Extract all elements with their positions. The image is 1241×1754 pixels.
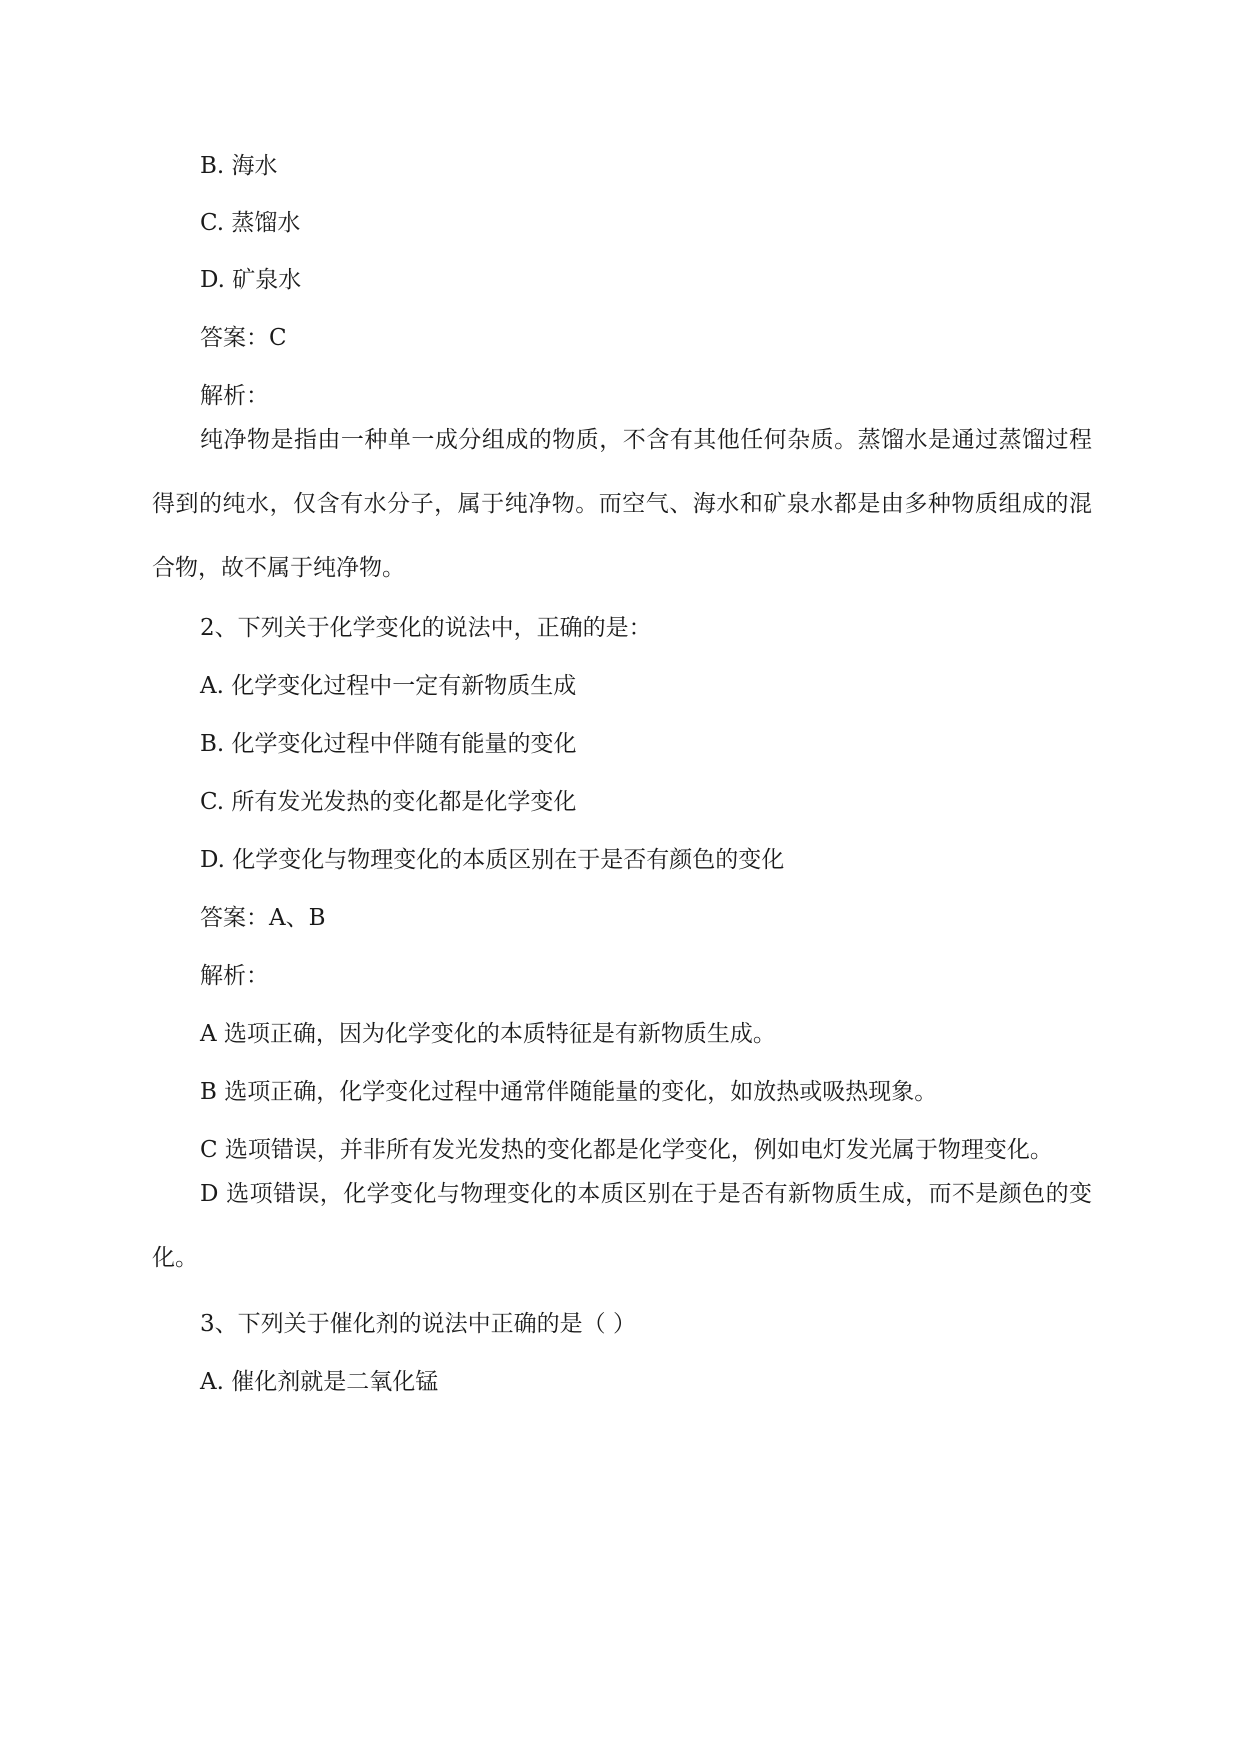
q2-analysis-c: C 选项错误，并非所有发光发热的变化都是化学变化，例如电灯发光属于物理变化。 [200,1137,1053,1163]
q2-option-b: B. 化学变化过程中伴随有能量的变化 [200,731,577,757]
q2-analysis-d: D 选项错误，化学变化与物理变化的本质区别在于是否有新物质生成，而不是颜色的变化。 [152,1181,1092,1271]
q2-option-a: A. 化学变化过程中一定有新物质生成 [200,673,577,699]
q2-analysis-label: 解析： [200,963,269,989]
q2-stem: 2、下列关于化学变化的说法中，正确的是： [200,615,652,641]
q1-option-c: C. 蒸馏水 [200,210,301,236]
q3-stem: 3、下列关于催化剂的说法中正确的是（ ） [200,1311,636,1337]
q1-analysis-text: 纯净物是指由一种单一成分组成的物质，不含有其他任何杂质。蒸馏水是通过蒸馏过程得到的纯水，仅含有水分子，属于纯净物。而空气、海水和矿泉水都是由多种物质组成的混合物，故不属于纯净物。 [152,427,1092,581]
q1-option-b: B. 海水 [200,153,278,179]
q2-answer: 答案：A、B [200,905,326,931]
q2-option-d: D. 化学变化与物理变化的本质区别在于是否有颜色的变化 [200,847,785,873]
q1-analysis-label: 解析： [200,383,269,409]
q1-answer: 答案：C [200,325,287,351]
q2-analysis-a: A 选项正确，因为化学变化的本质特征是有新物质生成。 [200,1021,776,1047]
q2-option-c: C. 所有发光发热的变化都是化学变化 [200,789,577,815]
q3-option-a: A. 催化剂就是二氧化锰 [200,1369,439,1395]
q1-option-d: D. 矿泉水 [200,267,302,293]
q2-analysis-b: B 选项正确，化学变化过程中通常伴随能量的变化，如放热或吸热现象。 [200,1079,938,1105]
